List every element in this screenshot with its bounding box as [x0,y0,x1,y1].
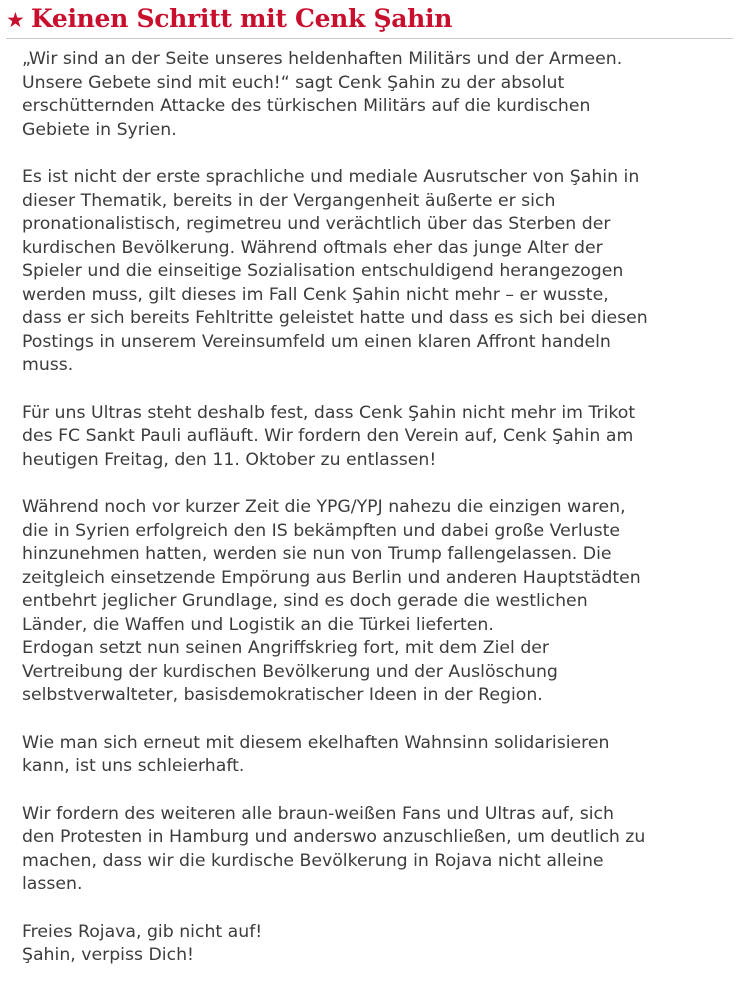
paragraph-1 [22,48,732,142]
text-line: muss. [22,355,74,375]
text-line: dass er sich bereits Fehltritte geleistet hatte und dass es sich bei diesen [22,308,648,328]
text-line: Während noch vor kurzer Zeit die YPG/YPJ nahezu die einzigen waren, [22,497,626,517]
text-line: lassen. [22,874,83,894]
article-body [22,48,732,968]
text-line: Für uns Ultras steht deshalb fest, dass Cenk Şahin nicht mehr im Trikot [22,402,636,423]
text-line: pronationalistisch, regimetreu und verächtlich über das Sterben der [22,214,611,234]
text-line: Länder, die Waffen und Logistik an die Türkei lieferten. [22,614,494,635]
text-line: den Protesten in Hamburg und anderswo anzuschließen, um deutlich zu [22,827,646,847]
text-line: entbehrt jeglicher Grundlage, sind es doch gerade die westlichen [22,591,588,611]
article-title: Keinen Schritt mit Cenk Şahin [31,4,453,33]
text-line: Unsere Gebete sind mit euch!“ sagt Cenk Şahin zu der absolut [22,72,565,93]
text-line: des FC Sankt Pauli aufläuft. Wir fordern den Verein auf, Cenk Şahin am [22,426,634,446]
text-line: dieser Thematik, bereits in der Vergangenheit äußerte er sich [22,190,556,211]
text-line: kurdischen Bevölkerung. Während oftmals eher das junge Alter der [22,237,603,258]
text-line: heutigen Freitag, den 11. Oktober zu entlassen! [22,449,437,470]
text-line: „Wir sind an der Seite unseres heldenhaften Militärs und der Armeen. [22,49,623,69]
paragraph-2 [22,166,732,378]
paragraph-6 [22,803,732,897]
star-icon: ★ [6,8,25,32]
text-line: Wie man sich erneut mit diesem ekelhaften Wahnsinn solidarisieren [22,732,610,753]
paragraph-5 [22,732,732,779]
text-line: Spieler und die einseitige Sozialisation entschuldigend herangezogen [22,261,624,281]
text-line: Vertreibung der kurdischen Bevölkerung und der Auslöschung [22,661,558,682]
text-line: Postings in unserem Vereinsumfeld um einen klaren Affront handeln [22,331,611,352]
text-line: Şahin, verpiss Dich! [22,945,194,965]
text-line: Erdogan setzt nun seinen Angriffskrieg fort, mit dem Ziel der [22,638,550,658]
paragraph-7 [22,921,732,968]
text-line: werden muss, gilt dieses im Fall Cenk Şahin nicht mehr – er wusste, [22,284,609,305]
text-line: Wir fordern des weiteren alle braun-weißen Fans und Ultras auf, sich [22,803,614,824]
paragraph-3 [22,402,732,473]
text-line: Gebiete in Syrien. [22,119,177,140]
text-line: zeitgleich einsetzende Empörung aus Berlin und anderen Hauptstädten [22,567,641,588]
text-line: Freies Rojava, gib nicht auf! [22,921,263,942]
text-line: erschütternden Attacke des türkischen Militärs auf die kurdischen [22,96,591,116]
text-line: hinzunehmen hatten, werden sie nun von Trump fallengelassen. Die [22,544,612,564]
text-line: Es ist nicht der erste sprachliche und mediale Ausrutscher von Şahin in [22,167,640,187]
article-header [6,3,733,39]
text-line: die in Syrien erfolgreich den IS bekämpften und dabei große Verluste [22,520,621,541]
text-line: kann, ist uns schleierhaft. [22,756,245,776]
paragraph-4 [22,496,732,708]
text-line: selbstverwalteter, basisdemokratischer Ideen in der Region. [22,685,543,705]
text-line: machen, dass wir die kurdische Bevölkerung in Rojava nicht alleine [22,850,604,871]
